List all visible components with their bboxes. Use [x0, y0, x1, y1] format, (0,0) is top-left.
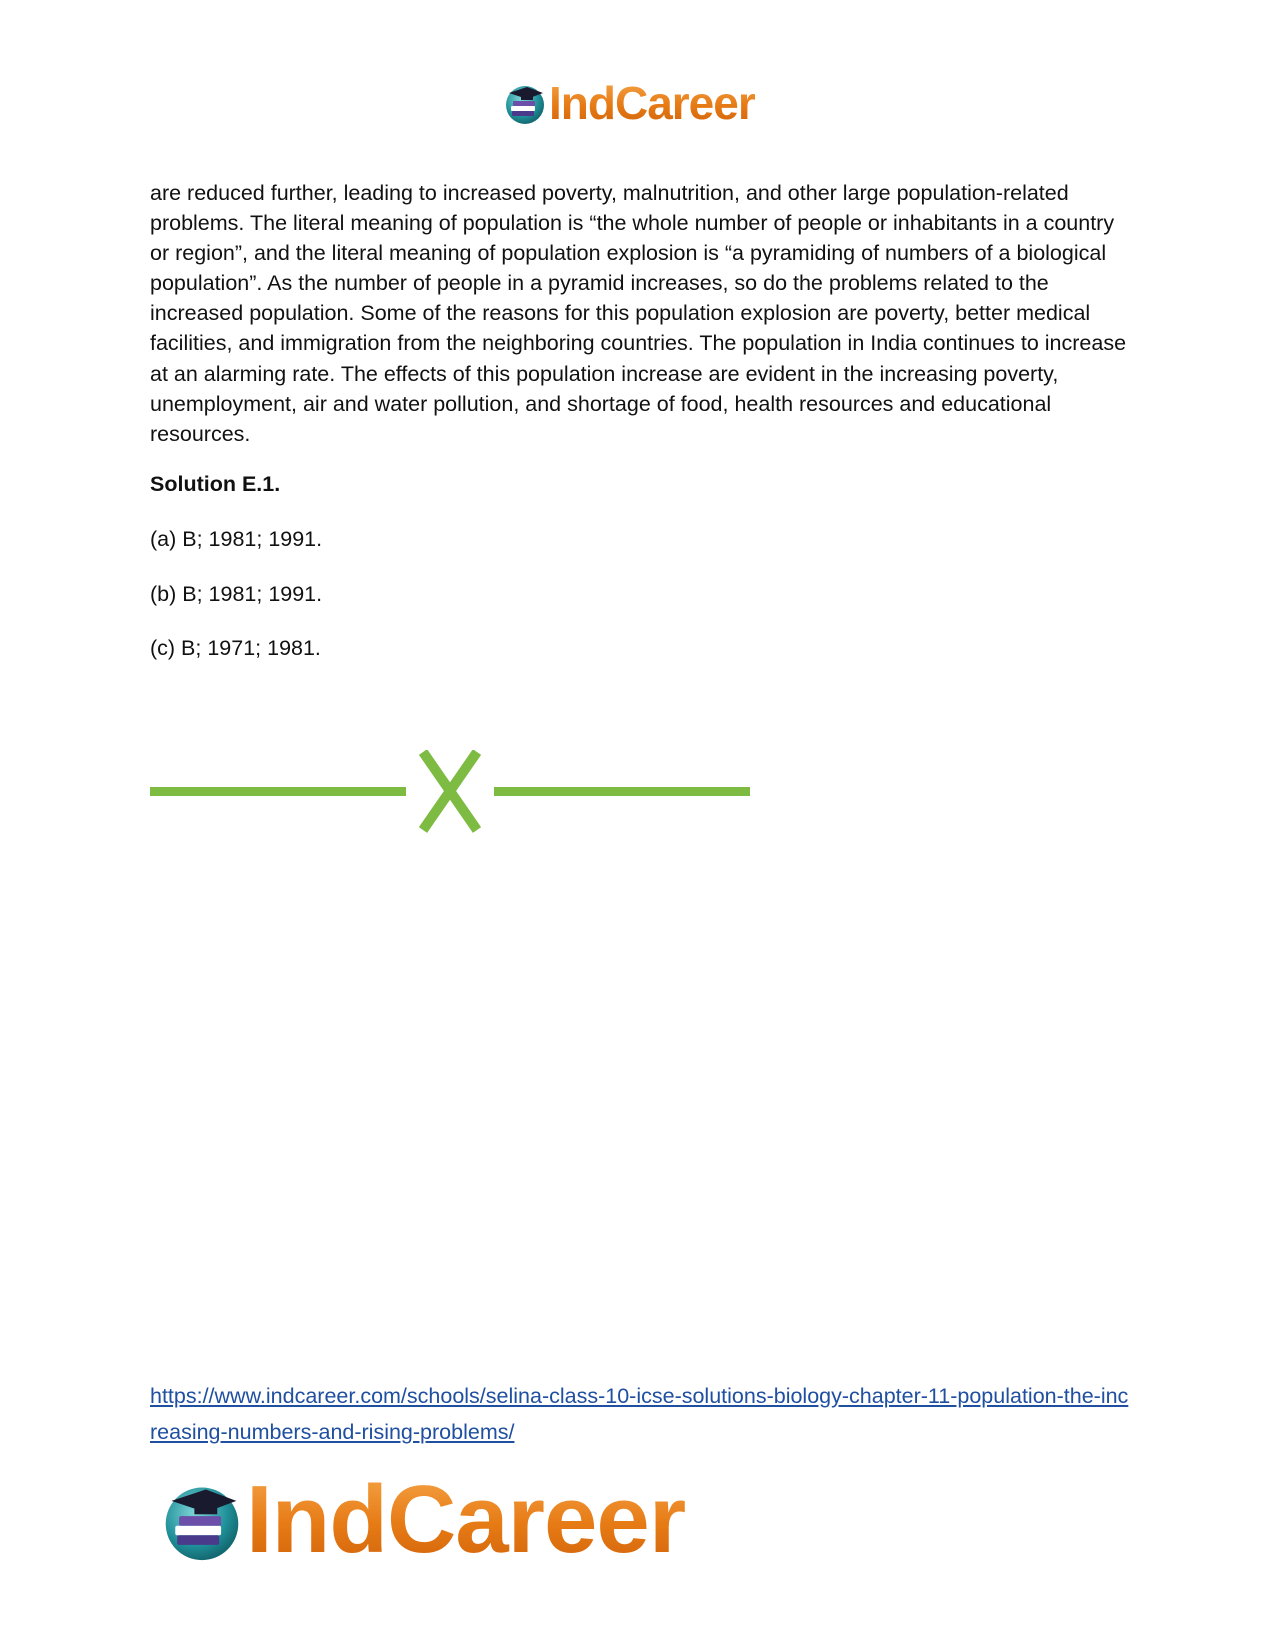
- graduation-globe-icon: [503, 81, 547, 125]
- graduation-globe-icon: [160, 1478, 244, 1562]
- logo-wordmark: IndCareer: [549, 77, 755, 129]
- answer-item: (b) B; 1981; 1991.: [150, 582, 323, 606]
- x-mark-icon: [423, 752, 477, 830]
- divider-line-right: [494, 787, 750, 796]
- answer-item: (a) B; 1981; 1991.: [150, 527, 323, 551]
- solution-heading: Solution E.1.: [150, 472, 281, 496]
- section-divider: [150, 750, 760, 836]
- logo-wordmark: IndCareer: [246, 1466, 686, 1573]
- answer-item: (c) B; 1971; 1981.: [150, 636, 321, 660]
- footer-url-link[interactable]: https://www.indcareer.com/schools/selina-class-10-icse-solutions-biology-chapter-11-population-the-increasing-numbers-and-rising-problems/: [150, 1384, 1129, 1444]
- footer-logo: [160, 1468, 685, 1572]
- header-logo: [503, 78, 755, 128]
- body-paragraph: are reduced further, leading to increased poverty, malnutrition, and other large population-related problems. The literal meaning of population is “the whole number of people or inhabitants in a country or region”, and the literal meaning of population explosion is “a pyramiding of numbers of a biological population”. As the number of people in a pyramid increases, so do the problems related to the increased population. Some of the reasons for this population explosion are poverty, better medical facilities, and immigration from the neighboring countries. The population in India continues to increase at an alarming rate. The effects of this population increase are evident in the increasing poverty, unemployment, air and water pollution, and shortage of food, health resources and educational resources.: [150, 181, 1127, 446]
- divider-line-left: [150, 787, 406, 796]
